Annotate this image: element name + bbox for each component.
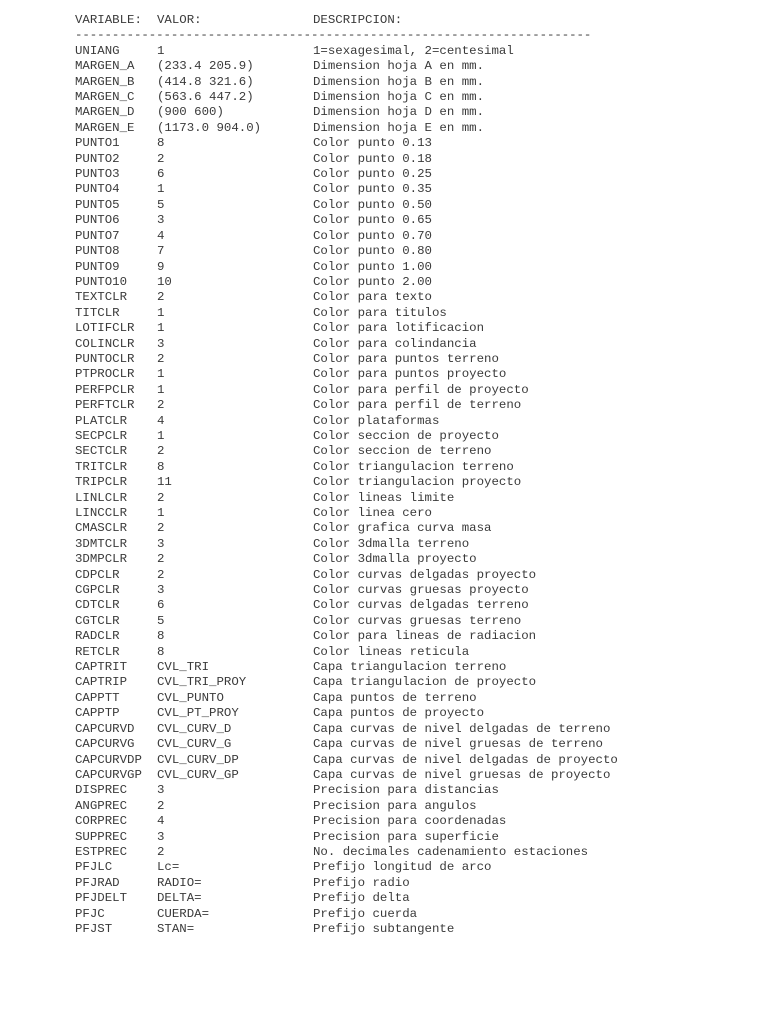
variable-name: PFJDELT [75,891,128,906]
variable-value: 3 [157,783,165,798]
variable-description: Precision para coordenadas [313,814,507,829]
variable-name: CORPREC [75,814,128,829]
variable-name: CGTCLR [75,613,120,628]
variable-value: 1 [157,506,165,520]
variable-value: CVL_CURV_G [157,737,232,752]
variable-value: CVL_CURV_DP [157,752,239,767]
table-row [75,614,735,629]
table-row [75,429,735,444]
variable-value: STAN= [157,921,195,936]
variable-name: PUNTO2 [75,151,120,166]
variable-name: RADCLR [75,629,120,644]
variable-description: Color lineas limite [313,490,455,505]
variable-description: Color para puntos proyecto [313,367,507,382]
variable-name: TRITCLR [75,459,128,474]
variable-value: CVL_TRI [157,660,210,675]
variable-value: (233.4 205.9) [157,59,254,74]
table-row [75,691,735,706]
variables-document [75,13,735,937]
header-descripcion: DESCRIPCION: [313,13,403,27]
table-row [75,229,735,244]
variable-value: 3 [157,536,165,551]
variable-name: CAPCURVDP [75,752,142,767]
variable-value: 2 [157,490,165,505]
variable-name: LINLCLR [75,490,128,505]
table-row [75,598,735,613]
variable-value: DELTA= [157,891,202,906]
variable-value: 4 [157,413,165,428]
variable-value: 8 [157,136,165,151]
variable-value: (414.8 321.6) [157,74,254,89]
variable-value: 1 [157,182,165,197]
variable-description: Color plataformas [313,413,440,428]
variable-description: Color punto 0.35 [313,182,432,197]
table-row [75,352,735,367]
variable-value: 1 [157,367,165,382]
variable-description: Color curvas gruesas proyecto [313,583,529,598]
table-row [75,521,735,536]
variable-description: Color punto 0.18 [313,151,432,166]
table-row [75,660,735,675]
variable-value: 4 [157,814,165,829]
variable-description: Capa triangulacion terreno [313,660,507,675]
variable-name: CMASCLR [75,521,128,536]
variable-name: PUNTO8 [75,244,120,259]
variable-value: 1 [157,43,165,58]
variable-name: CAPPTP [75,706,120,721]
variable-description: Color seccion de proyecto [313,428,499,443]
variable-name: TRIPCLR [75,475,128,490]
variable-name: PERFPCLR [75,382,135,397]
variable-value: 3 [157,336,165,351]
variable-name: TEXTCLR [75,290,128,305]
variable-description: Precision para angulos [313,798,477,813]
table-row [75,321,735,336]
variable-value: CVL_PT_PROY [157,706,239,721]
table-row [75,213,735,228]
variable-value: 11 [157,475,172,490]
variable-value: 10 [157,274,172,289]
variable-value: 7 [157,244,165,259]
variable-value: (563.6 447.2) [157,90,254,105]
variable-name: CAPTRIT [75,660,128,675]
variable-name: PUNTO4 [75,182,120,197]
variable-description: Precision para superficie [313,829,499,844]
variable-value: 5 [157,613,165,628]
variable-name: PUNTO3 [75,167,120,182]
table-row [75,398,735,413]
table-row [75,290,735,305]
variable-value: Lc= [157,860,180,875]
variable-value: CVL_CURV_D [157,721,232,736]
variable-name: PUNTO7 [75,228,120,243]
variable-description: Dimension hoja E en mm. [313,120,485,135]
variable-value: 2 [157,444,165,459]
variable-value: 3 [157,213,165,228]
table-row [75,907,735,922]
table-row [75,753,735,768]
variable-description: Color 3dmalla proyecto [313,552,477,567]
table-row [75,891,735,906]
variable-value: 9 [157,259,165,274]
variable-name: MARGEN_C [75,90,135,105]
variable-name: PUNTO6 [75,213,120,228]
variable-name: PUNTO5 [75,197,120,212]
variable-name: PUNTO10 [75,274,128,289]
table-row [75,383,735,398]
variable-value: RADIO= [157,875,202,890]
variable-value: 1 [157,321,165,336]
variable-value: 8 [157,459,165,474]
variable-name: CAPCURVD [75,721,135,736]
variable-name: LINCCLR [75,506,128,520]
table-row [75,275,735,290]
variable-name: CAPPTT [75,690,120,705]
variable-description: Color triangulacion terreno [313,459,514,474]
variable-description: Color punto 2.00 [313,274,432,289]
variable-name: PUNTO1 [75,136,120,151]
variable-value: CVL_TRI_PROY [157,675,247,690]
variable-value: 2 [157,798,165,813]
variable-description: Color punto 0.50 [313,197,432,212]
variable-name: DISPREC [75,783,128,798]
table-row [75,783,735,798]
variable-name: MARGEN_B [75,74,135,89]
variable-description: Dimension hoja C en mm. [313,90,485,105]
header-valor: VALOR: [157,13,202,27]
variable-description: Dimension hoja A en mm. [313,59,485,74]
variable-value: 2 [157,521,165,536]
variable-description: Color punto 0.80 [313,244,432,259]
variable-description: Color para lotificacion [313,321,485,336]
variable-value: 2 [157,844,165,859]
variable-name: PFJC [75,906,105,921]
variable-value: 2 [157,567,165,582]
variable-value: 8 [157,629,165,644]
variable-name: SUPPREC [75,829,128,844]
variable-description: Prefijo delta [313,891,410,906]
variable-name: PERFTCLR [75,398,135,413]
variable-value: 1 [157,305,165,320]
variable-description: Color curvas delgadas terreno [313,598,529,613]
variable-description: Prefijo cuerda [313,906,418,921]
variable-name: PFJRAD [75,875,120,890]
table-row [75,152,735,167]
table-row [75,444,735,459]
variable-value: 2 [157,351,165,366]
variable-name: SECTCLR [75,444,128,459]
table-row [75,105,735,120]
variable-description: Capa curvas de nivel gruesas de terreno [313,737,603,752]
variable-description: Capa curvas de nivel delgadas de terreno [313,721,611,736]
table-row [75,814,735,829]
variable-value: (1173.0 904.0) [157,120,262,135]
table-row [75,675,735,690]
table-row [75,460,735,475]
table-row [75,136,735,151]
variable-name: ESTPREC [75,844,128,859]
table-row [75,537,735,552]
variable-name: CGPCLR [75,583,120,598]
variable-description: No. decimales cadenamiento estaciones [313,844,589,859]
variable-description: Color grafica curva masa [313,521,492,536]
table-row [75,337,735,352]
table-row [75,167,735,182]
variable-name: 3DMTCLR [75,536,128,551]
variable-description: Prefijo longitud de arco [313,860,492,875]
table-row [75,768,735,783]
variable-description: Dimension hoja D en mm. [313,105,485,120]
table-row [75,860,735,875]
table-row [75,645,735,660]
variable-name: CDPCLR [75,567,120,582]
variable-name: PUNTO9 [75,259,120,274]
table-row [75,260,735,275]
variable-value: 4 [157,228,165,243]
variable-description: Color seccion de terreno [313,444,492,459]
variable-description: Color punto 0.25 [313,167,432,182]
variable-description: Color para texto [313,290,432,305]
variable-value: 2 [157,552,165,567]
table-row [75,244,735,259]
variable-description: Color punto 0.65 [313,213,432,228]
table-row [75,59,735,74]
table-row [75,830,735,845]
table-row [75,475,735,490]
table-row [75,845,735,860]
variable-name: CDTCLR [75,598,120,613]
variable-description: Precision para distancias [313,783,499,798]
variable-name: PUNTOCLR [75,351,135,366]
table-row [75,552,735,567]
variable-name: MARGEN_A [75,59,135,74]
variable-value: 3 [157,583,165,598]
variable-description: Capa puntos de terreno [313,690,477,705]
variable-description: Capa curvas de nivel gruesas de proyecto [313,767,611,782]
table-row [75,706,735,721]
variable-description: Color punto 1.00 [313,259,432,274]
variable-name: MARGEN_E [75,120,135,135]
table-row [75,799,735,814]
variable-description: Color para puntos terreno [313,351,499,366]
variable-description: Color curvas gruesas terreno [313,613,522,628]
variable-description: Color para perfil de proyecto [313,382,529,397]
variable-description: Color linea cero [313,506,432,520]
variable-description: Dimension hoja B en mm. [313,74,485,89]
variable-name: CAPCURVG [75,737,135,752]
table-row [75,198,735,213]
variable-value: (900 600) [157,105,224,120]
table-row [75,629,735,644]
table-row [75,367,735,382]
header-row [75,13,735,28]
variable-description: Capa triangulacion de proyecto [313,675,537,690]
table-row [75,182,735,197]
variable-table-body [75,44,735,938]
variable-name: RETCLR [75,644,120,659]
variable-description: Prefijo radio [313,875,410,890]
variable-description: Color curvas delgadas proyecto [313,567,537,582]
variable-value: 1 [157,382,165,397]
variable-description: Color 3dmalla terreno [313,536,470,551]
variable-name: SECPCLR [75,428,128,443]
variable-description: Capa puntos de proyecto [313,706,485,721]
variable-name: PFJST [75,921,113,936]
variable-name: PLATCLR [75,413,128,428]
variable-name: CAPTRIP [75,675,128,690]
variable-value: CVL_CURV_GP [157,767,239,782]
variable-description: Capa curvas de nivel delgadas de proyecto [313,752,618,767]
table-row [75,737,735,752]
variable-value: 2 [157,398,165,413]
variable-name: COLINCLR [75,336,135,351]
table-row [75,414,735,429]
header-variable: VARIABLE: [75,13,142,27]
variable-value: CVL_PUNTO [157,690,224,705]
table-row [75,506,735,521]
variable-description: Color para perfil de terreno [313,398,522,413]
table-row [75,90,735,105]
variable-name: TITCLR [75,305,120,320]
variable-description: Prefijo subtangente [313,921,455,936]
table-row [75,491,735,506]
variable-description: 1=sexagesimal, 2=centesimal [313,43,514,58]
variable-value: 8 [157,644,165,659]
variable-name: MARGEN_D [75,105,135,120]
variable-description: Color lineas reticula [313,644,470,659]
variable-name: 3DMPCLR [75,552,128,567]
table-row [75,583,735,598]
variable-value: 6 [157,598,165,613]
variable-value: 1 [157,428,165,443]
variable-description: Color triangulacion proyecto [313,475,522,490]
table-row [75,876,735,891]
variable-name: PTPROCLR [75,367,135,382]
variable-description: Color punto 0.70 [313,228,432,243]
variable-name: CAPCURVGP [75,767,142,782]
variable-name: ANGPREC [75,798,128,813]
variable-value: 5 [157,197,165,212]
table-row [75,44,735,59]
table-row [75,568,735,583]
table-row [75,722,735,737]
variable-name: PFJLC [75,860,113,875]
header-divider: ---------------------------------------------------------------------- [75,28,592,43]
variable-value: 2 [157,290,165,305]
variable-description: Color para colindancia [313,336,477,351]
table-row [75,306,735,321]
variable-value: 3 [157,829,165,844]
variable-value: CUERDA= [157,906,210,921]
variable-name: LOTIFCLR [75,321,135,336]
table-row [75,922,735,937]
variable-description: Color para titulos [313,305,447,320]
variable-name: UNIANG [75,43,120,58]
variable-description: Color para lineas de radiacion [313,629,537,644]
variable-value: 6 [157,167,165,182]
variable-description: Color punto 0.13 [313,136,432,151]
table-row [75,121,735,136]
variable-value: 2 [157,151,165,166]
table-row [75,75,735,90]
